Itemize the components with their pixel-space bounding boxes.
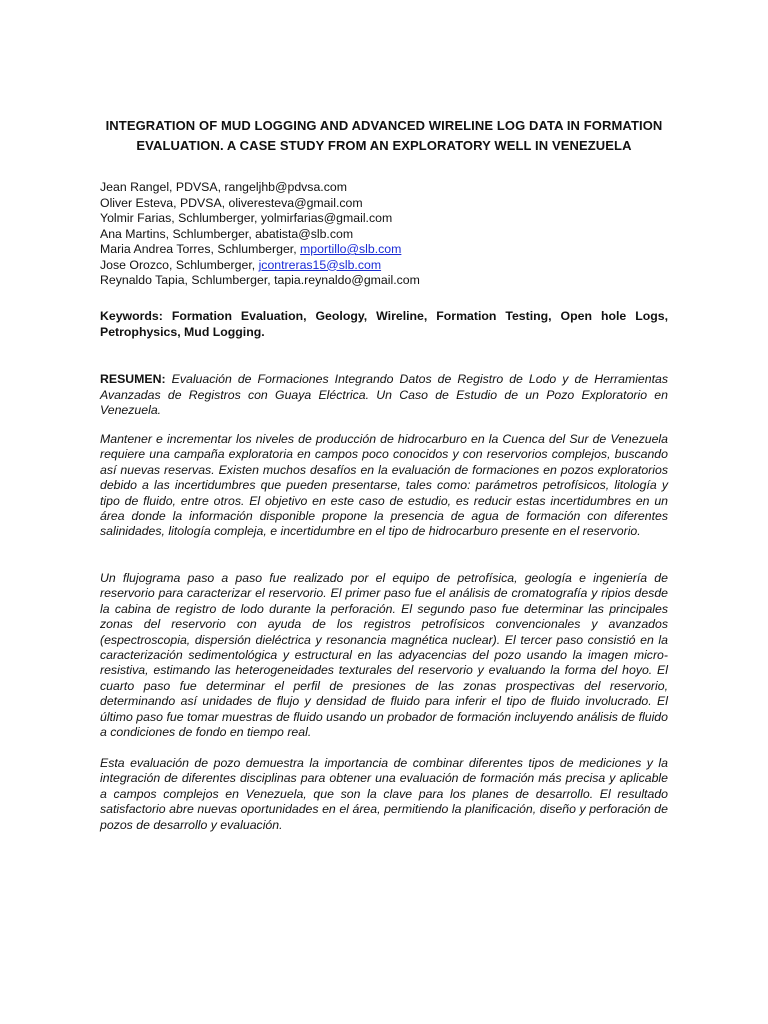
abstract-paragraph: Mantener e incrementar los niveles de producción de hidrocarburo en la Cuenca del Sur de Venezuela requiere una campaña exploratoria en campos poco conocidos y con reservorios complejos, buscando así nuevas reservas. Existen muchos desafíos en la evaluación de formaciones en pozos exploratorios debido a las incertidumbres que pueden presentarse, tales como: parámetros petrofísicos, litología y tipo de fluido, entre otros. El objetivo en este caso de estudio, es reducir estas incertidumbres en un área donde la información disponible propone la presencia de agua de formación con diferentes salinidades, litología compleja, e incertidumbre en el tipo de hidrocarburo presente en el reservorio. <box>100 432 668 539</box>
resumen-label: RESUMEN: <box>100 372 166 386</box>
paper-title: INTEGRATION OF MUD LOGGING AND ADVANCED WIRELINE LOG DATA IN FORMATION EVALUATION. A CASE STUDY FROM AN EXPLORATORY WELL IN VENEZUELA <box>105 118 663 153</box>
author-text: Oliver Esteva, PDVSA, oliveresteva@gmail.com <box>100 195 363 210</box>
email-link[interactable]: mportillo@slb.com <box>300 242 402 256</box>
resumen-heading <box>100 372 668 419</box>
author-line <box>100 196 668 212</box>
abstract-paragraph: Un flujograma paso a paso fue realizado por el equipo de petrofísica, geología e ingeniería de reservorio para caracterizar el reservorio. El primer paso fue el análisis de cromatografía y ripios desde la cabina de registro de lodo durante la perforación. El segundo paso fue determinar las principales zonas del reservorio con ayuda de los registros petrofísicos convencionales y avanzados (espectroscopia, dispersión dieléctrica y resonancia magnética nuclear). El tercer paso consistió en la caracterización sedimentológica y estructural en las adyacencias del pozo usando la imagen micro-resistiva, estimando las heterogeneidades texturales del reservorio y evaluando la forma del hoyo. El cuarto paso fue determinar el perfil de presiones de las zonas prospectivas del reservorio, determinando así unidades de flujo y densidad de fluido para inferir el tipo de fluido involucrado. El último paso fue tomar muestras de fluido usando un probador de formación incluyendo análisis de fluido a condiciones de fondo en tiempo real. <box>100 571 668 740</box>
author-line <box>100 211 668 227</box>
resumen-title: Evaluación de Formaciones Integrando Datos de Registro de Lodo y de Herramientas Avanzadas de Registros con Guaya Eléctrica. Un Caso de Estudio de un Pozo Exploratorio en Venezuela. <box>100 372 669 417</box>
author-list <box>100 180 668 289</box>
email-link[interactable]: jcontreras15@slb.com <box>258 257 382 272</box>
author-text: Ana Martins, Schlumberger, abatista@slb.com <box>100 226 354 241</box>
author-text: Reynaldo Tapia, Schlumberger, tapia.reynaldo@gmail.com <box>100 273 420 287</box>
author-text: Jean Rangel, PDVSA, rangeljhb@pdvsa.com <box>100 180 347 194</box>
author-line <box>100 227 668 243</box>
author-text: Yolmir Farias, Schlumberger, yolmirfarias@gmail.com <box>100 211 393 225</box>
author-line <box>100 242 668 258</box>
author-text: Jose Orozco, Schlumberger, <box>100 257 259 272</box>
author-line <box>100 258 668 274</box>
keywords: Keywords: Formation Evaluation, Geology, Wireline, Formation Testing, Open hole Logs, Petrophysics, Mud Logging. <box>100 309 668 339</box>
author-line <box>100 273 668 289</box>
author-text: Maria Andrea Torres, Schlumberger, <box>100 242 301 256</box>
author-line <box>100 180 668 196</box>
abstract-paragraph: Esta evaluación de pozo demuestra la importancia de combinar diferentes tipos de mediciones y la integración de diferentes disciplinas para obtener una evaluación de formación más precisa y aplicable a campos complejos en Venezuela, que son la clave para los planes de desarrollo. El resultado satisfactorio abre nuevas oportunidades en el área, permitiendo la planificación, diseño y perforación de pozos de desarrollo y evaluación. <box>100 756 668 832</box>
